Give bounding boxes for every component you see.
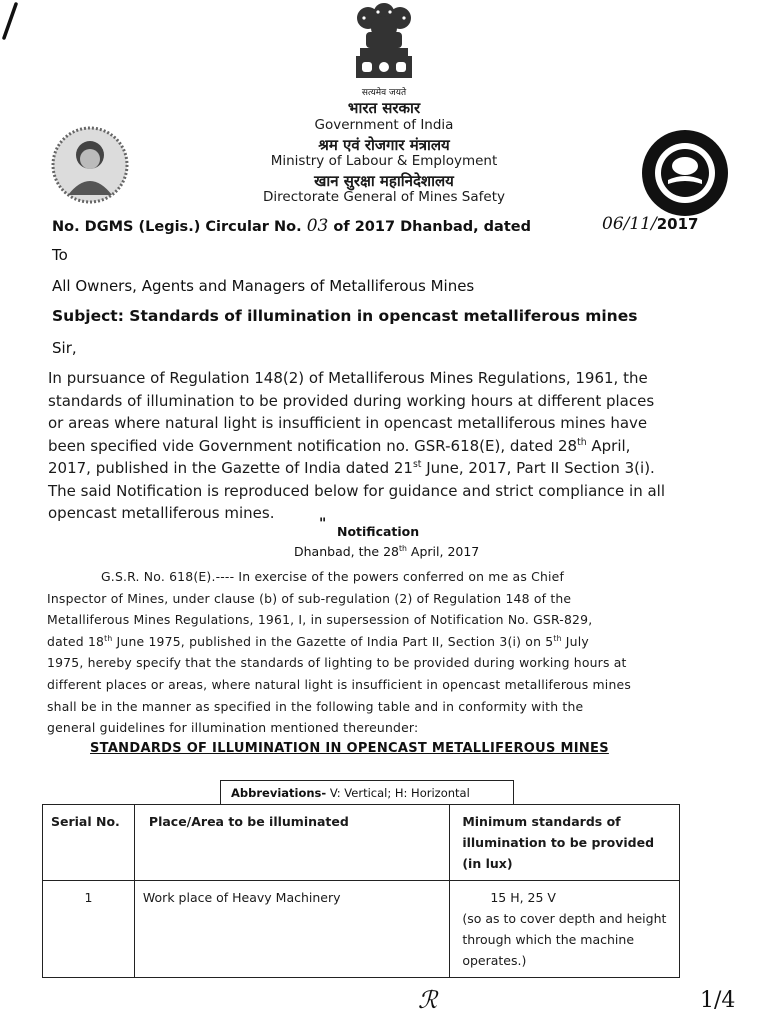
para-line: [48, 435, 728, 458]
date-handwritten: 06/11/: [602, 214, 657, 234]
emblem-icon: [338, 2, 430, 88]
dgms-seal: [640, 128, 730, 218]
govt-of-india: Government of India: [314, 117, 454, 133]
table-row: [43, 881, 680, 978]
ordinal-suffix: th: [104, 633, 113, 643]
ordinal-suffix: th: [553, 633, 562, 643]
table-header-row: [43, 805, 680, 881]
page-number: 1/4: [700, 988, 736, 1013]
standards-title: STANDARDS OF ILLUMINATION IN OPENCAST METALLIFEROUS MINES: [90, 741, 609, 756]
addressee: All Owners, Agents and Managers of Metalliferous Mines: [52, 277, 475, 295]
portrait-medallion: [50, 125, 130, 205]
cell-standard-note: (so as to cover depth and height through which the machine operates.): [462, 911, 667, 968]
notification-line: G.S.R. No. 618(E).---- In exercise of the powers conferred on me as Chief: [101, 569, 565, 584]
cell-place: Work place of Heavy Machinery: [134, 881, 449, 978]
para-line: The said Notification is reproduced below for guidance and strict compliance in all: [48, 481, 666, 500]
hindi-govt: भारत सरकार: [347, 99, 421, 117]
ministry-name: Ministry of Labour & Employment: [270, 153, 498, 169]
notification-line: shall be in the manner as specified in the following table and in conformity with the: [47, 698, 584, 714]
cell-standard: [450, 881, 680, 978]
standards-table: [42, 804, 680, 978]
para-text: April,: [586, 436, 631, 455]
circular-prefix: No. DGMS (Legis.) Circular No.: [52, 219, 302, 235]
seal-icon: [640, 128, 730, 218]
para-line: [48, 457, 728, 480]
notification-title: Notification: [337, 524, 420, 539]
notification-line: Metalliferous Mines Regulations, 1961, I, in supersession of Notification No. GSR-829,: [47, 612, 593, 628]
pen-mark: [0, 0, 30, 45]
circular-date: [602, 214, 698, 234]
ordinal-suffix: th: [399, 543, 407, 553]
national-emblem: [338, 2, 430, 88]
notification-text: July: [561, 633, 589, 649]
header-standard: Minimum standards of illumination to be provided (in lux): [450, 805, 680, 881]
salutation: Sir,: [52, 339, 77, 357]
subject: Subject: Standards of illumination in opencast metalliferous mines: [52, 307, 638, 325]
para-line: or areas where natural light is insufficient in opencast metalliferous mines have: [48, 414, 648, 432]
notification-line: general guidelines for illumination mentioned thereunder:: [47, 720, 419, 736]
circular-number: [52, 216, 531, 236]
intro-paragraph: [48, 367, 728, 525]
ordinal-suffix: st: [412, 459, 422, 470]
notification-line: 1975, hereby specify that the standards of lighting to be provided during working hours at: [47, 655, 627, 671]
dateline-text: Dhanbad, the 28: [294, 544, 399, 559]
notification-body: [47, 566, 737, 739]
circular-number-handwritten: 03: [306, 216, 329, 236]
abbreviations-text: V: Vertical; H: Horizontal: [326, 786, 470, 800]
notification-text: dated 18: [47, 633, 105, 649]
para-text: 2017, published in the Gazette of India dated 21: [48, 459, 413, 477]
hindi-ministry: श्रम एवं रोजगार मंत्रालय: [318, 136, 450, 154]
ordinal-suffix: th: [577, 436, 587, 448]
header-serial: Serial No.: [43, 805, 135, 881]
hindi-directorate: खान सुरक्षा महानिदेशालय: [314, 172, 454, 190]
circular-suffix: of 2017 Dhanbad, dated: [333, 219, 531, 235]
notification-line: [47, 631, 737, 653]
para-line: In pursuance of Regulation 148(2) of Metalliferous Mines Regulations, 1961, the: [48, 369, 648, 387]
header-place: Place/Area to be illuminated: [134, 805, 449, 881]
para-line: opencast metalliferous mines.: [48, 504, 275, 522]
abbreviations-label: Abbreviations-: [231, 786, 327, 800]
para-text: been specified vide Government notification no. GSR-618(E), dated 28: [48, 436, 578, 455]
date-year: 2017: [656, 215, 699, 233]
cell-serial: 1: [43, 881, 135, 978]
abbreviations-box: [220, 780, 514, 804]
to-line: To: [52, 246, 68, 264]
para-line: standards of illumination to be provided during working hours at different places: [48, 391, 655, 410]
directorate-name: Directorate General of Mines Safety: [263, 189, 505, 205]
portrait-icon: [50, 125, 130, 205]
dateline-text: April, 2017: [406, 544, 480, 559]
notification-dateline: [294, 544, 479, 559]
para-text: June, 2017, Part II Section 3(i).: [421, 459, 655, 477]
notification-text: June 1975, published in the Gazette of India Part II, Section 3(i) on 5: [112, 633, 554, 649]
initials-signature: ℛ: [418, 986, 438, 1014]
notification-quote: ": [319, 516, 327, 532]
emblem-motto: सत्यमेव जयते: [361, 88, 407, 98]
notification-line: Inspector of Mines, under clause (b) of sub-regulation (2) of Regulation 148 of the: [47, 590, 572, 606]
notification-line: different places or areas, where natural light is insufficient in opencast metalliferous mines: [47, 676, 631, 692]
cell-standard-value: 15 H, 25 V: [490, 890, 556, 905]
